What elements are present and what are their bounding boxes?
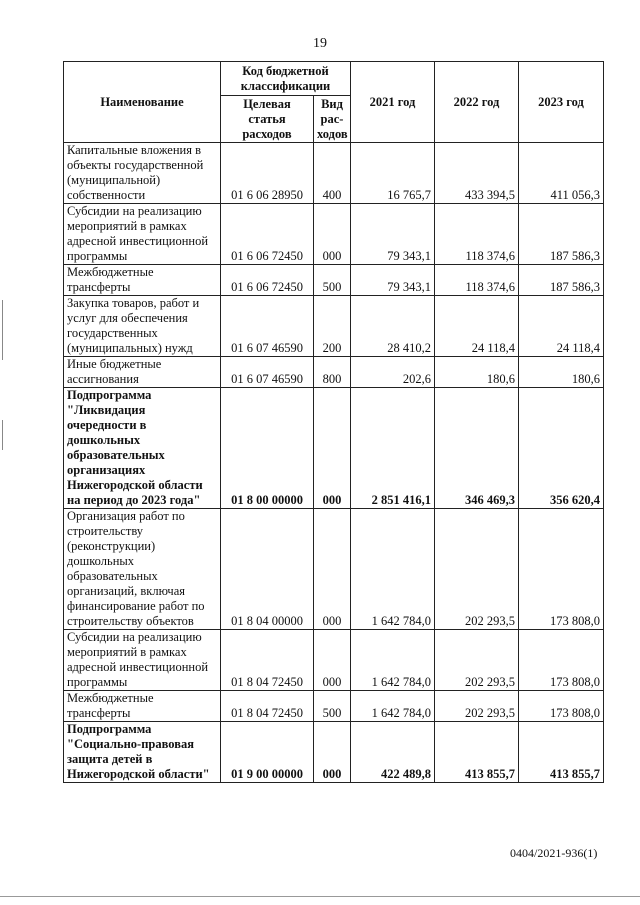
table-row — [64, 357, 604, 388]
header-vid: Вид рас-ходов — [314, 96, 351, 143]
row-2022: 118 374,6 — [435, 265, 519, 296]
row-2021: 79 343,1 — [351, 204, 435, 265]
row-2022: 413 855,7 — [435, 722, 519, 783]
row-code: 01 6 06 28950 — [221, 143, 314, 204]
header-name: Наименование — [64, 62, 221, 143]
row-2023: 173 808,0 — [519, 630, 604, 691]
row-code: 01 8 04 72450 — [221, 691, 314, 722]
row-2021: 16 765,7 — [351, 143, 435, 204]
table-row — [64, 143, 604, 204]
row-vid: 800 — [314, 357, 351, 388]
row-2022: 24 118,4 — [435, 296, 519, 357]
row-vid: 200 — [314, 296, 351, 357]
row-2021: 79 343,1 — [351, 265, 435, 296]
row-name: Капитальные вложения в объекты государственной (муниципальной) собственности — [64, 143, 221, 204]
table-row-subprogram — [64, 722, 604, 783]
table-row — [64, 204, 604, 265]
page-number: 19 — [313, 36, 327, 51]
row-2021: 1 642 784,0 — [351, 630, 435, 691]
row-name: Подпрограмма "Ликвидация очередности в дошкольных образовательных организациях Нижегородской области на период до 2023 года" — [64, 388, 221, 509]
row-2022: 433 394,5 — [435, 143, 519, 204]
table-row — [64, 265, 604, 296]
row-code: 01 8 04 72450 — [221, 630, 314, 691]
row-2023: 24 118,4 — [519, 296, 604, 357]
row-vid: 000 — [314, 388, 351, 509]
row-name: Подпрограмма "Социально-правовая защита детей в Нижегородской области" — [64, 722, 221, 783]
row-code: 01 8 04 00000 — [221, 509, 314, 630]
row-code: 01 6 07 46590 — [221, 357, 314, 388]
header-2022: 2022 год — [435, 62, 519, 143]
row-2021: 1 642 784,0 — [351, 509, 435, 630]
row-2021: 2 851 416,1 — [351, 388, 435, 509]
scan-edge-line — [0, 896, 640, 897]
row-code: 01 9 00 00000 — [221, 722, 314, 783]
row-2022: 202 293,5 — [435, 691, 519, 722]
row-name: Закупка товаров, работ и услуг для обеспечения государственных (муниципальных) нужд — [64, 296, 221, 357]
row-2022: 346 469,3 — [435, 388, 519, 509]
row-code: 01 6 06 72450 — [221, 265, 314, 296]
row-vid: 500 — [314, 691, 351, 722]
row-vid: 000 — [314, 722, 351, 783]
row-vid: 000 — [314, 509, 351, 630]
header-2023: 2023 год — [519, 62, 604, 143]
table-row — [64, 630, 604, 691]
row-2023: 411 056,3 — [519, 143, 604, 204]
row-vid: 500 — [314, 265, 351, 296]
row-code: 01 6 07 46590 — [221, 296, 314, 357]
row-2022: 118 374,6 — [435, 204, 519, 265]
row-vid: 000 — [314, 204, 351, 265]
row-2023: 413 855,7 — [519, 722, 604, 783]
row-name: Межбюджетные трансферты — [64, 265, 221, 296]
header-code-group: Код бюджетной классификации — [221, 62, 351, 96]
row-name: Организация работ по строительству (реконструкции) дошкольных образовательных организаций, включая финансирование работ по строительству объектов — [64, 509, 221, 630]
row-2023: 356 620,4 — [519, 388, 604, 509]
row-vid: 000 — [314, 630, 351, 691]
row-2023: 173 808,0 — [519, 509, 604, 630]
scan-margin-mark — [2, 420, 3, 450]
row-2023: 187 586,3 — [519, 265, 604, 296]
row-name: Субсидии на реализацию мероприятий в рамках адресной инвестиционной программы — [64, 204, 221, 265]
table-header — [64, 62, 604, 143]
row-name: Иные бюджетные ассигнования — [64, 357, 221, 388]
row-code: 01 8 00 00000 — [221, 388, 314, 509]
row-2021: 202,6 — [351, 357, 435, 388]
header-target: Целевая статья расходов — [221, 96, 314, 143]
row-2022: 202 293,5 — [435, 509, 519, 630]
row-2022: 202 293,5 — [435, 630, 519, 691]
row-name: Субсидии на реализацию мероприятий в рамках адресной инвестиционной программы — [64, 630, 221, 691]
row-vid: 400 — [314, 143, 351, 204]
row-code: 01 6 06 72450 — [221, 204, 314, 265]
row-2023: 187 586,3 — [519, 204, 604, 265]
table-row — [64, 509, 604, 630]
scan-margin-mark — [2, 300, 3, 360]
table-row-subprogram — [64, 388, 604, 509]
row-2021: 422 489,8 — [351, 722, 435, 783]
row-2023: 173 808,0 — [519, 691, 604, 722]
table-row — [64, 296, 604, 357]
budget-table — [63, 61, 604, 783]
row-name: Межбюджетные трансферты — [64, 691, 221, 722]
document-code: 0404/2021-936(1) — [510, 846, 598, 860]
row-2023: 180,6 — [519, 357, 604, 388]
row-2021: 28 410,2 — [351, 296, 435, 357]
table-row — [64, 691, 604, 722]
row-2021: 1 642 784,0 — [351, 691, 435, 722]
row-2022: 180,6 — [435, 357, 519, 388]
header-2021: 2021 год — [351, 62, 435, 143]
